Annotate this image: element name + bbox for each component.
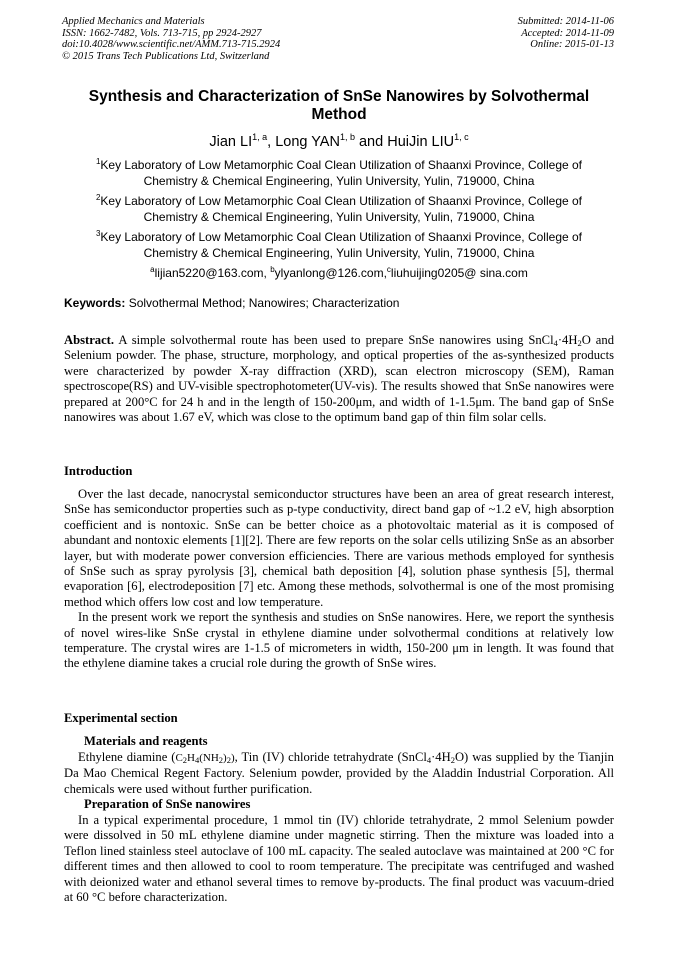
author-affiliation-mark: 1, b <box>339 132 355 142</box>
issn-line: ISSN: 1662-7482, Vols. 713-715, pp 2924-2927 <box>62 27 262 39</box>
formula-part: (NH <box>199 752 219 764</box>
materials-body <box>64 750 614 797</box>
dates-header <box>518 16 614 51</box>
materials-text: Ethylene diamine ( <box>78 750 176 764</box>
affiliation <box>70 190 608 225</box>
materials-text: ·4H <box>431 750 451 764</box>
doi-line: doi:10.4028/www.scientific.net/AMM.713-715.2924 <box>62 39 281 51</box>
journal-name: Applied Mechanics and Materials <box>62 16 205 27</box>
keywords-line <box>64 296 614 311</box>
formula-part: C <box>175 752 183 764</box>
materials-text: , Tin (IV) chloride tetrahydrate (SnCl <box>234 750 427 764</box>
online-date: Online: 2015-01-13 <box>530 39 614 51</box>
keywords-text: Solvothermal Method; Nanowires; Characterization <box>125 296 400 310</box>
section-heading-introduction: Introduction <box>64 464 133 478</box>
intro-paragraph-1: Over the last decade, nanocrystal semiconductor structures have been an area of great research interest, SnSe has semiconductor properties such as p-type conductivity, direct band gap of ~1.2 eV, high absorption coefficient and is nontoxic. SnSe can be better choice as a photovoltaic material as it is composed of abundant and nontoxic elements [1][2]. There are few reports on the solar cells utilizing SnSe as an absorber layer, but with moderate power conversion efficiencies. There are various methods employed for synthesis of SnSe such as spray pyrolysis [3], chemical bath deposition [4], solution phase synthesis [5], thermal evaporation [6], electrodeposition [7] etc. Among these methods, solvothermal is one of the most promising method which offers low cost and low temperature. <box>64 487 614 609</box>
affiliation-text: Key Laboratory of Low Metamorphic Coal Clean Utilization of Shaanxi Province, College of Chemistry & Chemical Engineering, Yulin University, Yulin, 719000, China <box>100 194 583 224</box>
email-link[interactable]: lijian5220@163.com, <box>154 266 271 280</box>
formula-subscript: 2 <box>577 338 582 348</box>
affiliation <box>70 226 608 261</box>
affiliation <box>70 154 608 189</box>
author-separator: , <box>267 133 276 150</box>
section-heading-experimental: Experimental section <box>64 711 178 725</box>
email-mark: a <box>150 265 155 274</box>
author-affiliation-mark: 1, c <box>454 132 469 142</box>
affiliation-text: Key Laboratory of Low Metamorphic Coal Clean Utilization of Shaanxi Province, College of Chemistry & Chemical Engineering, Yulin University, Yulin, 719000, China <box>100 158 583 188</box>
affiliation-text: Key Laboratory of Low Metamorphic Coal Clean Utilization of Shaanxi Province, College of Chemistry & Chemical Engineering, Yulin University, Yulin, 719000, China <box>100 230 583 260</box>
affiliation-number: 1 <box>95 157 101 166</box>
formula-subscript: 4 <box>194 755 200 765</box>
preparation-body <box>64 813 614 905</box>
author-affiliation-mark: 1, a <box>252 132 268 142</box>
abstract-label: Abstract. <box>64 333 115 347</box>
email-mark: c <box>386 265 391 274</box>
abstract-text: ·4H <box>557 333 578 347</box>
subsection-heading-materials: Materials and reagents <box>84 734 208 748</box>
abstract <box>64 333 614 425</box>
accepted-date: Accepted: 2014-11-09 <box>521 27 614 39</box>
email-link[interactable]: liuhuijing0205@ sina.com <box>390 266 528 280</box>
keywords-label: Keywords: <box>64 296 126 310</box>
subsection-heading-preparation: Preparation of SnSe nanowires <box>84 797 251 811</box>
author-name: Long YAN <box>275 133 340 150</box>
formula-part: ) <box>223 752 227 764</box>
formula-subscript: 2 <box>218 755 224 765</box>
formula-subscript: 2 <box>182 755 188 765</box>
formula-part: ) <box>230 752 235 764</box>
copyright-line: © 2015 Trans Tech Publications Ltd, Switzerland <box>62 50 270 62</box>
email-link[interactable]: ylyanlong@126.com, <box>274 266 387 280</box>
formula-part: H <box>187 752 195 764</box>
formula-subscript: 2 <box>226 755 231 765</box>
affiliation-number: 2 <box>95 193 101 202</box>
author-name: HuiJin LIU <box>387 133 455 150</box>
author-separator: and <box>354 133 388 150</box>
formula-subscript: 4 <box>426 755 432 765</box>
abstract-text: A simple solvothermal route has been used to prepare SnSe nanowires using SnCl <box>114 333 554 347</box>
journal-header <box>62 16 280 62</box>
affiliation-number: 3 <box>95 229 101 238</box>
email-mark: b <box>270 265 275 274</box>
ethylene-diamine-formula <box>175 752 234 764</box>
introduction-body <box>64 487 614 672</box>
materials-text: O) was supplied by the Tianjin Da Mao Chemical Regent Factory. Selenium powder, provided by the Aladdin Industrial Corporation. All chemicals were used without further purification. <box>64 750 614 796</box>
author-list <box>60 128 618 151</box>
formula-subscript: 2 <box>450 755 455 765</box>
author-emails <box>60 262 618 281</box>
intro-paragraph-2: In the present work we report the synthesis and studies on SnSe nanowires. Here, we report the synthesis of novel wires-like SnSe crystal in ethylene diamine under solvothermal conditions at relatively low temperature. The crystal wires are 1-1.5 of micrometers in width, 150-200 μm in length. It was found that the ethylene diamine takes a crucial role during the growth of SnSe wires. <box>64 610 614 671</box>
preparation-paragraph: In a typical experimental procedure, 1 mmol tin (IV) chloride tetrahydrate, 2 mmol Selenium powder were dissolved in 50 mL ethylene diamine under magnetic stirring. Then the mixture was loaded into a Teflon lined stainless steel autoclave of 100 mL capacity. The sealed autoclave was maintained at 200 °C for different times and then allowed to cool to room temperature. The precipitate was centrifuged and washed with deionized water and ethanol several times to remove by-products. The final product was vacuum-dried at 60 °C before characterization. <box>64 813 614 905</box>
paper-title: Synthesis and Characterization of SnSe Nanowires by Solvothermal Method <box>88 88 590 123</box>
formula-subscript: 4 <box>553 338 558 348</box>
author-name: Jian LI <box>209 133 253 150</box>
abstract-text: O and Selenium powder. The phase, structure, morphology, and optical properties of the as-synthesized products were characterized by powder X-ray diffraction (XRD), scan electron microscopy (SEM), Raman spectroscope(RS) and UV-visible spectrophotometer(UV-vis). The results showed that SnSe nanowires were prepared at 200°C for 24 h and in the length of 150-200μm, and width of 1-1.5μm. The band gap of SnSe nanowires was about 1.67 eV, which was close to the optimum band gap of thin film solar cells. <box>64 333 614 425</box>
submitted-date: Submitted: 2014-11-06 <box>517 16 614 27</box>
